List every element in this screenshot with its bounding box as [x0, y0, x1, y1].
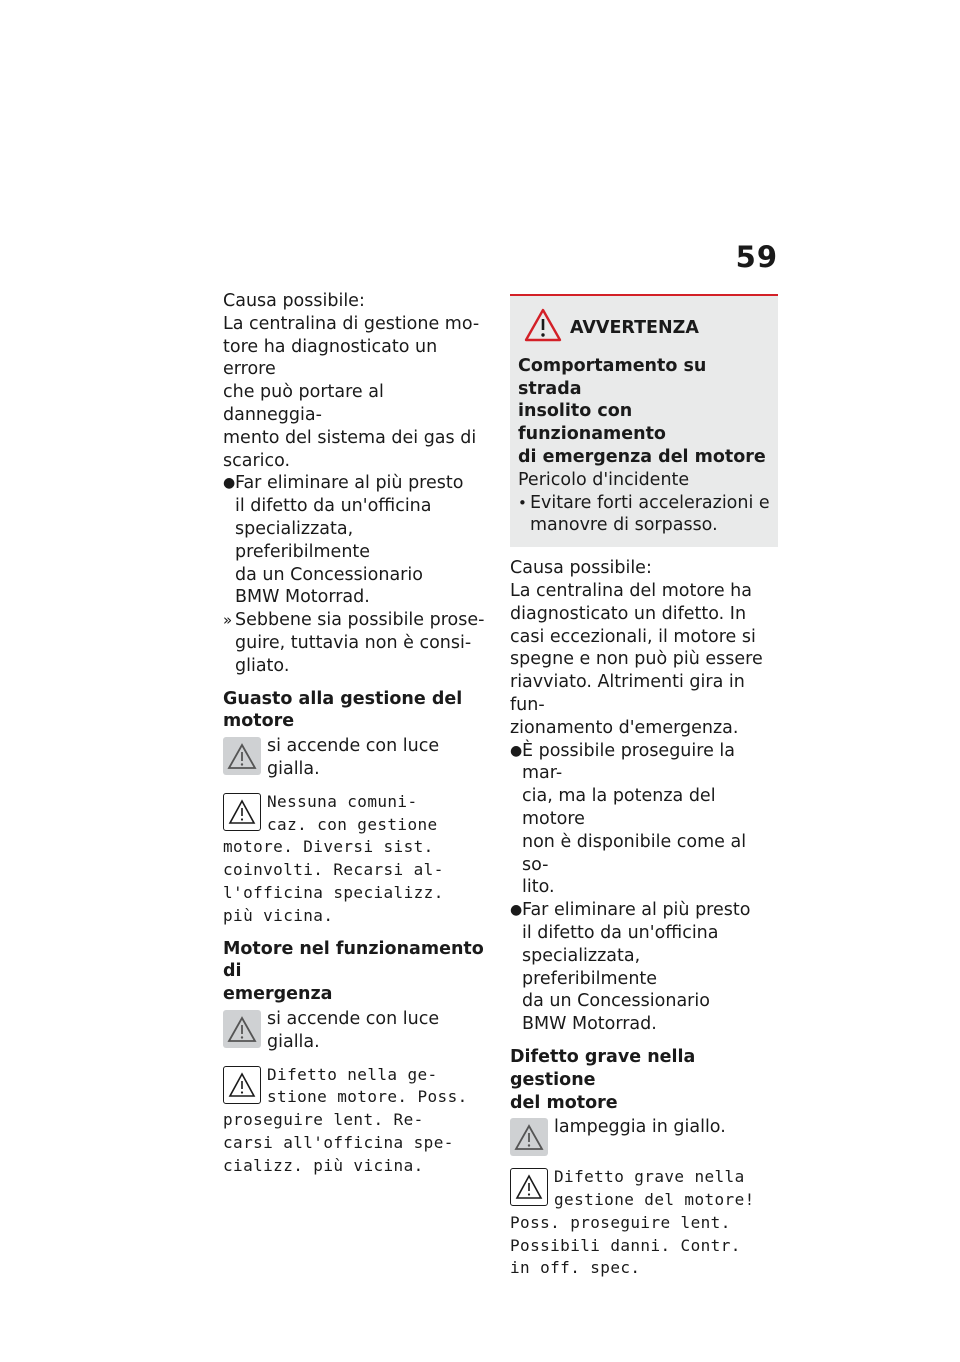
result-text: guire, tuttavia non è consi- [235, 632, 472, 653]
result-text: Sebbene sia possibile prose- [235, 610, 485, 631]
display-warning-icon [223, 1066, 261, 1104]
heading-line: motore [223, 711, 295, 732]
cause-text: La centralina di gestione mo- [223, 313, 480, 334]
bullet-text: il difetto da un'officina [235, 496, 432, 517]
display-text: carsi all'officina spe- [223, 1132, 454, 1152]
bullet-text: È possibile proseguire la mar- [522, 740, 735, 784]
action-bullet: ● Far eliminare al più presto il difetto da un'officina specializzata, preferibilmente da un Concessionario BMW Motorrad. [223, 472, 488, 609]
warning-lamp-icon [223, 737, 261, 775]
section-heading [223, 938, 488, 1006]
display-text: motore. Diversi sist. [223, 837, 434, 857]
cause-text: che può portare al danneggia- [223, 382, 384, 425]
lamp-row [510, 1116, 778, 1156]
warning-bullet: • Evitare forti accelerazioni e manovre di sorpasso. [518, 492, 770, 536]
result-item: » Sebbene sia possibile prose- guire, tuttavia non è consi- gliato. [223, 609, 488, 677]
bullet-text: da un Concessionario [522, 991, 710, 1012]
left-column [223, 290, 488, 1177]
cause-text: tore ha diagnosticato un errore [223, 336, 438, 380]
page-number: 59 [735, 240, 778, 274]
section-heading [223, 688, 488, 734]
bullet-text: Evitare forti accelerazioni e [530, 492, 770, 513]
display-message [223, 791, 488, 928]
warning-triangle-icon [524, 308, 562, 349]
heading-line: Motore nel funzionamento di [223, 938, 484, 982]
display-text: in off. spec. [510, 1258, 641, 1278]
bullet-text: il difetto da un'officina [522, 922, 719, 943]
bullet-text: cia, ma la potenza del motore [522, 786, 716, 829]
warning-box [510, 294, 778, 547]
display-warning-icon [510, 1168, 548, 1206]
cause-label: Causa possibile: [510, 558, 652, 579]
heading-line: emergenza [223, 984, 333, 1005]
display-text: più vicina. [223, 905, 334, 925]
display-text: Difetto grave nella [554, 1167, 745, 1187]
heading-line: del motore [510, 1092, 618, 1113]
display-text: l'officina specializz. [223, 882, 444, 902]
lamp-text: si accende con luce gialla. [267, 736, 440, 779]
display-text: Difetto nella ge- [267, 1064, 438, 1084]
display-warning-icon [223, 793, 261, 831]
warning-hazard: Pericolo d'incidente [518, 469, 690, 490]
bullet-text: da un Concessionario [235, 564, 423, 585]
cause-text: spegne e non può più essere [510, 649, 763, 670]
warning-heading: insolito con funzionamento [518, 401, 666, 445]
cause-text: casi eccezionali, il motore si [510, 626, 756, 647]
result-text: gliato. [235, 655, 290, 676]
display-text: gestione del motore! [554, 1190, 755, 1210]
lamp-row [223, 1008, 488, 1054]
cause-text: scarico. [223, 450, 291, 471]
heading-line: Guasto alla gestione del [223, 688, 463, 709]
cause-text: diagnosticato un difetto. In [510, 603, 747, 624]
right-column [510, 294, 778, 1280]
cause-text: La centralina del motore ha [510, 580, 752, 601]
lamp-text: si accende con luce gialla. [267, 1008, 440, 1052]
lamp-text: lampeggia in giallo. [554, 1117, 726, 1138]
warning-heading: di emergenza del motore [518, 446, 766, 467]
display-text: Nessuna comuni- [267, 791, 418, 811]
display-text: coinvolti. Recarsi al- [223, 860, 444, 880]
cause-text: zionamento d'emergenza. [510, 717, 739, 738]
bullet-text: Far eliminare al più presto [235, 473, 464, 494]
display-text: caz. con gestione [267, 814, 438, 834]
display-text: cializz. più vicina. [223, 1155, 424, 1175]
action-bullet: ● Far eliminare al più presto il difetto da un'officina specializzata, preferibilmente da un Concessionario BMW Motorrad. [510, 899, 778, 1036]
cause-text: riavviato. Altrimenti gira in fun- [510, 672, 745, 715]
warning-heading: Comportamento su strada [518, 355, 707, 399]
display-message [223, 1064, 488, 1178]
bullet-text: manovre di sorpasso. [530, 515, 718, 536]
display-text: Possibili danni. Contr. [510, 1235, 741, 1255]
display-text: proseguire lent. Re- [223, 1110, 424, 1130]
action-bullet: ● È possibile proseguire la mar- cia, ma la potenza del motore non è disponibile come al so- lito. [510, 740, 778, 900]
bullet-text: non è disponibile come al so- [522, 831, 747, 875]
display-text: stione motore. Poss. [267, 1087, 468, 1107]
bullet-text: BMW Motorrad. [522, 1014, 657, 1035]
bullet-text: specializzata, preferibilmente [235, 518, 371, 562]
warning-lamp-icon [510, 1118, 548, 1156]
cause-text: mento del sistema dei gas di [223, 427, 477, 448]
bullet-text: Far eliminare al più presto [522, 900, 751, 921]
heading-line: Difetto grave nella gestione [510, 1046, 696, 1090]
display-text: Poss. proseguire lent. [510, 1212, 731, 1232]
display-message [510, 1166, 778, 1280]
bullet-text: specializzata, preferibilmente [522, 945, 658, 989]
cause-label: Causa possibile: [223, 291, 365, 311]
warning-lamp-icon [223, 1010, 261, 1048]
section-heading [510, 1046, 778, 1114]
warning-title: AVVERTENZA [570, 318, 699, 338]
bullet-text: BMW Motorrad. [235, 587, 370, 608]
lamp-row [223, 735, 488, 781]
bullet-text: lito. [522, 877, 555, 898]
